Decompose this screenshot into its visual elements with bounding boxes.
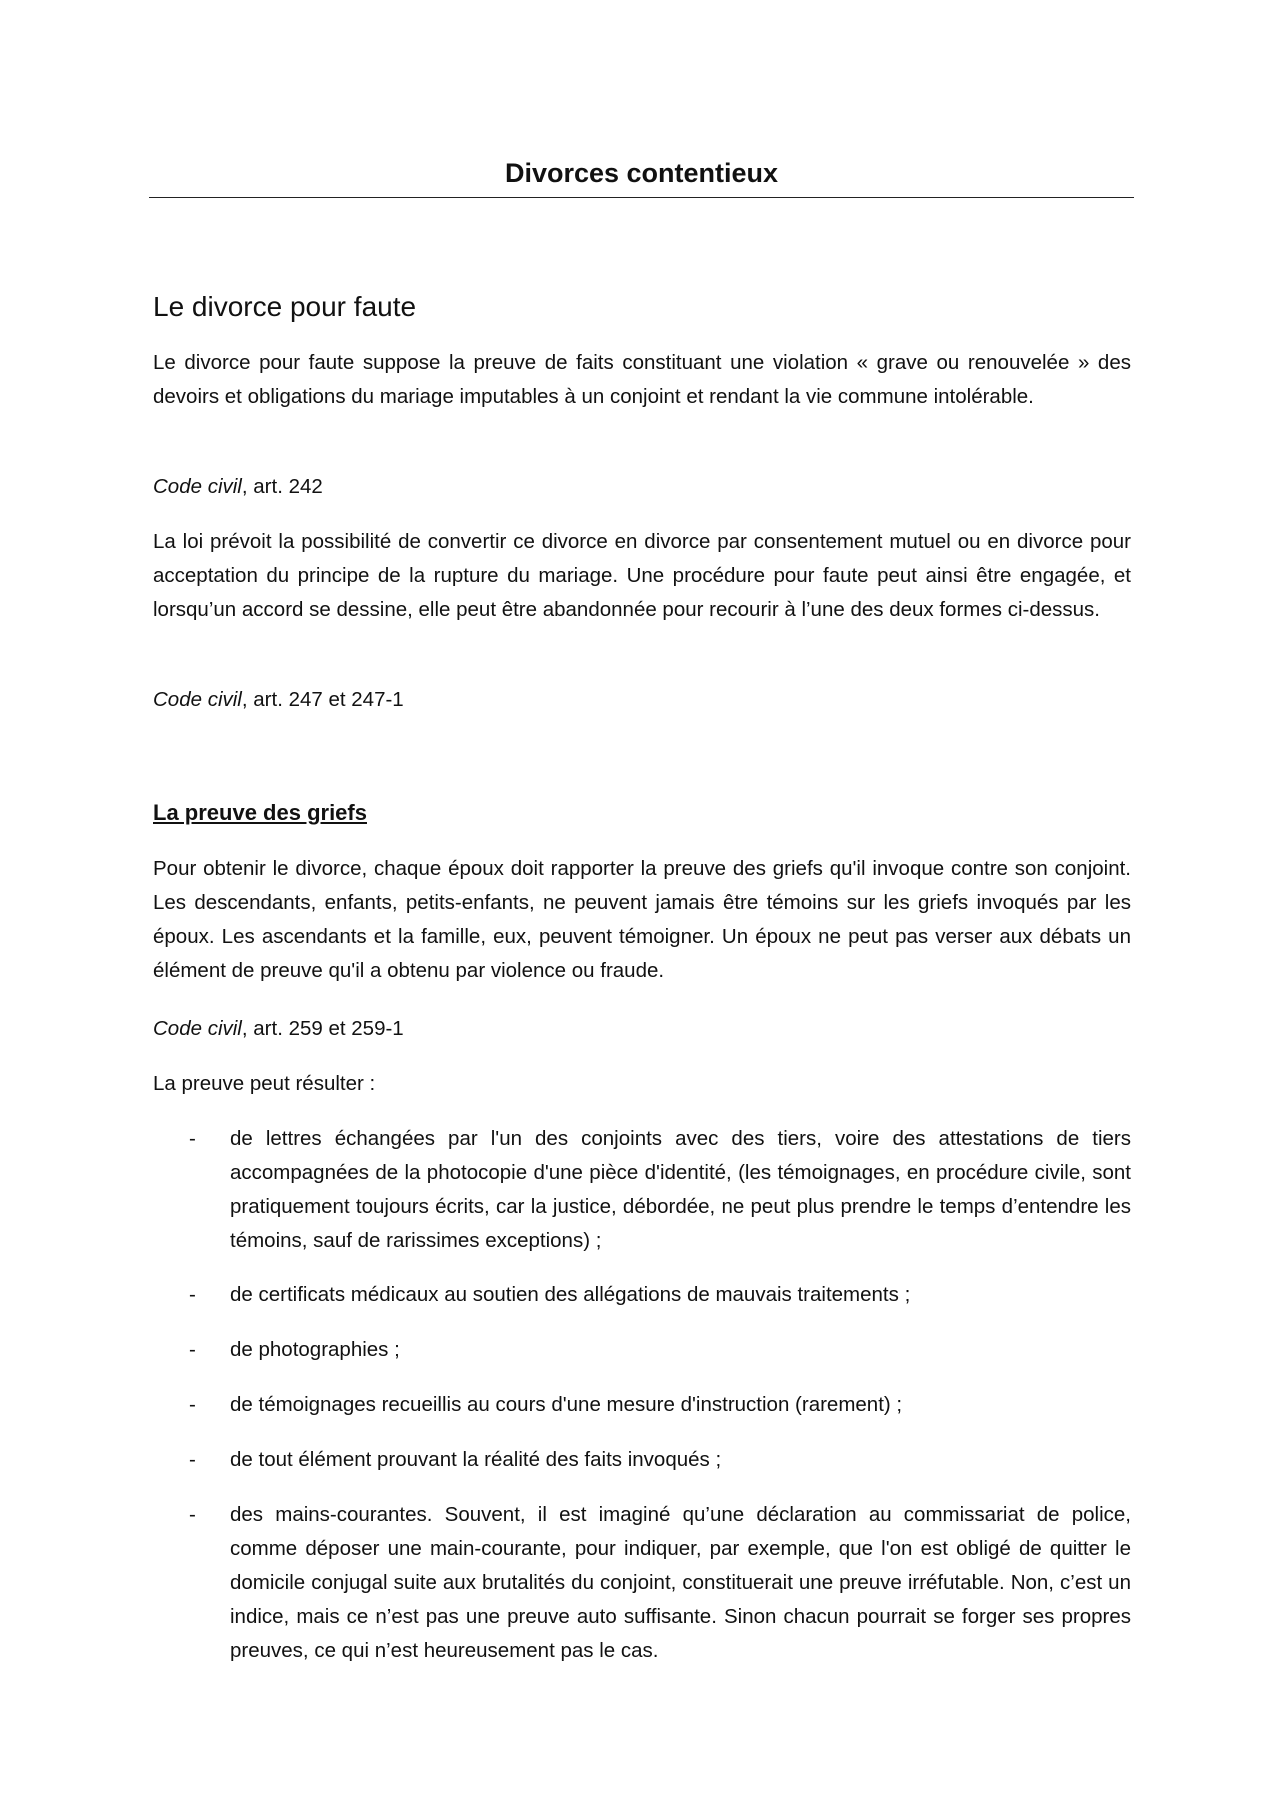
proof-reference [153, 1012, 1131, 1046]
fault-paragraph-2: La loi prévoit la possibilité de convertir ce divorce en divorce par consentement mutuel ou en divorce pour acceptation du principe de la rupture du mariage. Une procédure pour faute peut ainsi être engagée, et lorsqu’un accord se dessine, elle peut être abandonnée pour recourir à l’une des deux formes ci-dessus. [153, 530, 1131, 621]
fault-reference-2 [153, 683, 1131, 717]
bullet-dash: - [189, 1283, 196, 1306]
list-item-text: de photographies ; [230, 1338, 400, 1361]
bullet-dash: - [189, 1503, 196, 1526]
reference-article: , art. 247 et 247‑1 [241, 688, 404, 711]
list-item-text: de lettres échangées par l'un des conjoints avec des tiers, voire des attestations de tiers accompagnées de la photocopie d'une pièce d'identité, (les témoignages, en procédure civile, sont pratiquement toujours écrits, car la justice, débordée, ne peut plus prendre le temps d’entendre les témoins, sauf de rarissimes exceptions) ; [230, 1127, 1131, 1252]
bullet-dash: - [189, 1393, 196, 1416]
bullet-dash: - [189, 1127, 196, 1150]
reference-code-name: Code civil [153, 688, 242, 711]
reference-code-name: Code civil [153, 475, 242, 498]
list-item-text: de témoignages recueillis au cours d'une mesure d'instruction (rarement) ; [230, 1393, 903, 1416]
proof-paragraph-1: Pour obtenir le divorce, chaque époux doit rapporter la preuve des griefs qu'il invoque contre son conjoint. Les descendants, enfants, petits‑enfants, ne peuvent jamais être témoins sur les griefs invoqués par les époux. Les ascendants et la famille, eux, peuvent témoigner. Un époux ne peut pas verser aux débats un élément de preuve qu'il a obtenu par violence ou fraude. [153, 857, 1131, 982]
list-item-text: des mains-courantes. Souvent, il est imaginé qu’une déclaration au commissariat de police, comme déposer une main‑courante, pour indiquer, par exemple, que l'on est obligé de quitter le domicile conjugal suite aux brutalités du conjoint, constituerait une preuve irréfutable. Non, c’est un indice, mais ce n’est pas une preuve auto suffisante. Sinon chacun pourrait se forger ses propres preuves, ce qui n’est heureusement pas le cas. [230, 1503, 1131, 1662]
bullet-dash: - [189, 1338, 196, 1361]
bullet-dash: - [189, 1448, 196, 1471]
reference-article: , art. 242 [241, 475, 323, 498]
fault-paragraph-1: Le divorce pour faute suppose la preuve de faits constituant une violation « grave ou renouvelée » des devoirs et obligations du mariage imputables à un conjoint et rendant la vie commune intolérable. [153, 351, 1131, 408]
fault-reference-1 [153, 470, 1131, 504]
reference-article: , art. 259 et 259‑1 [241, 1017, 404, 1040]
list-item-text: de certificats médicaux au soutien des allégations de mauvais traitements ; [230, 1283, 911, 1306]
section-heading-proof: La preuve des griefs [153, 800, 367, 825]
title-underline-rule [149, 197, 1134, 198]
document-title: Divorces contentieux [504, 158, 779, 188]
reference-code-name: Code civil [153, 1017, 242, 1040]
list-item-text: de tout élément prouvant la réalité des faits invoqués ; [230, 1448, 722, 1471]
section-heading-fault: Le divorce pour faute [153, 291, 417, 322]
proof-list-intro: La preuve peut résulter : [153, 1072, 376, 1095]
